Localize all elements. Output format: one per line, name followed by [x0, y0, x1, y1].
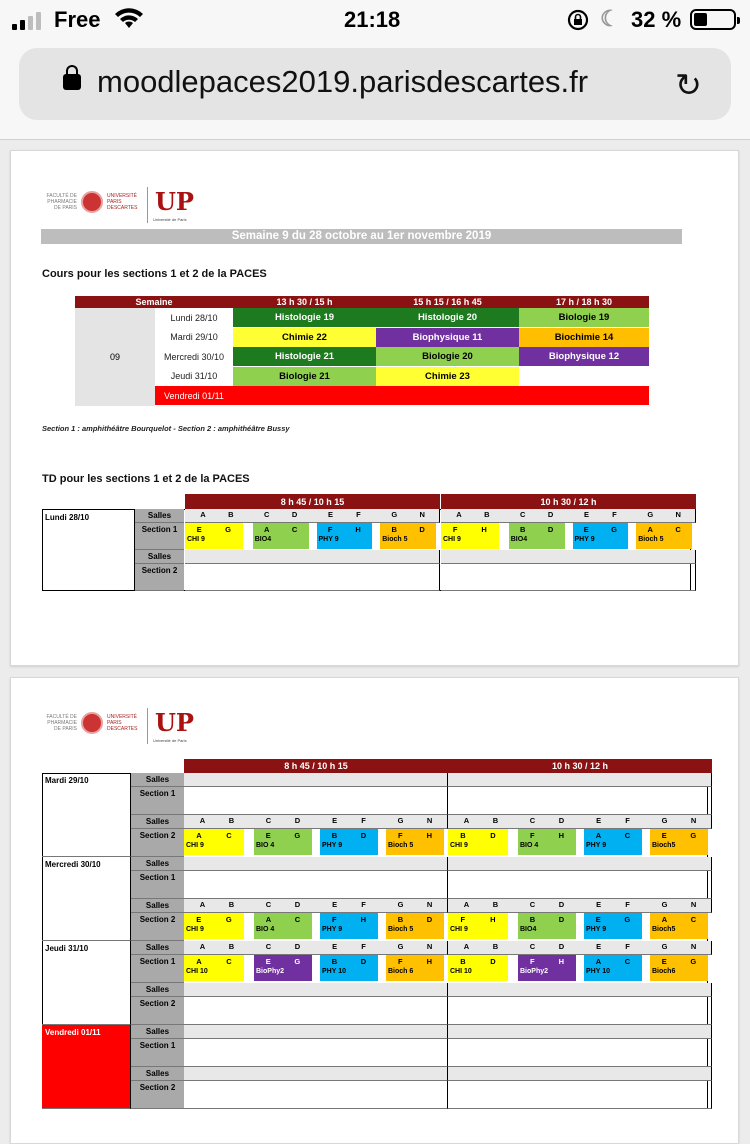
group-letter: F	[397, 831, 403, 840]
group-letter: G	[690, 957, 697, 966]
cours-day: Mercredi 30/10	[163, 351, 225, 362]
status-bar	[0, 0, 750, 40]
group-letter: E	[661, 957, 667, 966]
td-day: Vendredi 01/11	[45, 1028, 101, 1037]
group-subject: Bioch 6	[388, 968, 414, 975]
course-cell: Biochimie 14	[519, 328, 649, 347]
room-letters: G N	[661, 816, 697, 825]
group-letter: H	[426, 957, 432, 966]
course-cell	[376, 386, 519, 405]
group-subject: BioPhy2	[520, 968, 549, 975]
td-day-col	[42, 857, 131, 941]
group-block	[584, 955, 642, 981]
td-bg	[184, 983, 448, 997]
group-letter: G	[690, 831, 697, 840]
td-row-label: Salles	[131, 1025, 184, 1039]
room-letters: A B	[463, 816, 499, 825]
td-empty	[185, 564, 440, 591]
group-letter: E	[583, 525, 589, 534]
td-bg	[184, 857, 448, 871]
faculty-logo: FACULTÉ DE PHARMACIE DE PARIS UNIVERSITÉ PARIS DESCARTES UP Université de Paris	[46, 187, 194, 222]
group-letter: F	[327, 525, 333, 534]
group-block	[518, 955, 576, 981]
cours-day: Mardi 29/10	[170, 332, 218, 343]
up-logo-icon: UP	[155, 708, 194, 737]
td-row-label: Section 2	[131, 913, 184, 941]
td-day-col	[42, 773, 131, 857]
td-row-label: Salles	[131, 1067, 184, 1081]
group-letter: C	[624, 957, 631, 966]
course-cell: Biophysique 12	[519, 347, 649, 366]
group-block	[584, 913, 642, 939]
group-subject: Bioch 5	[388, 842, 414, 849]
room-letters: C D	[263, 510, 298, 519]
group-letter: D	[490, 957, 496, 966]
room-letters: A B	[456, 510, 490, 519]
group-block	[650, 913, 708, 939]
td-row-label: Section 1	[131, 955, 184, 983]
group-block	[441, 523, 499, 549]
td-bg	[448, 983, 712, 997]
group-subject: BIO4	[254, 536, 272, 543]
room-letters: C D	[265, 900, 301, 909]
group-letter: E	[265, 957, 271, 966]
room-letters: E F	[584, 510, 617, 519]
td-empty	[184, 871, 448, 899]
td-bg	[448, 1067, 712, 1081]
group-letter: F	[529, 957, 535, 966]
group-letter: D	[360, 957, 367, 966]
td-bg	[184, 1025, 448, 1039]
group-letter: C	[226, 957, 232, 966]
room-letters: G N	[661, 900, 697, 909]
group-block	[636, 523, 692, 549]
room-letters: C D	[529, 900, 565, 909]
group-letter: B	[391, 525, 397, 534]
td-empty	[448, 871, 712, 899]
td-empty	[448, 997, 712, 1025]
td-row-label: Salles	[131, 941, 184, 955]
room-letters: C D	[519, 510, 554, 519]
room-letters: A B	[463, 900, 499, 909]
td-bg	[185, 550, 440, 564]
group-letter: B	[460, 831, 466, 840]
week-banner: Semaine 9 du 28 octobre au 1er novembre 2019	[41, 229, 682, 244]
group-letter: C	[690, 915, 697, 924]
group-block	[184, 913, 244, 939]
group-block	[320, 829, 378, 855]
group-block	[185, 523, 243, 549]
td-bg	[441, 550, 696, 564]
td-row-label: Salles	[135, 509, 184, 523]
course-cell: Biologie 19	[519, 308, 649, 327]
room-letters: E F	[332, 900, 366, 909]
group-letter: G	[225, 525, 232, 534]
group-letter: H	[558, 957, 564, 966]
room-letters: G N	[661, 942, 697, 951]
group-block	[317, 523, 373, 549]
lock-icon	[63, 74, 81, 90]
group-subject: BIO 4	[520, 842, 539, 849]
room-letters: G N	[397, 900, 433, 909]
group-letter: C	[624, 831, 631, 840]
group-letter: B	[331, 957, 338, 966]
room-letters: E F	[328, 510, 361, 519]
do-not-disturb-icon: ☾	[600, 6, 620, 31]
group-letter: B	[331, 831, 338, 840]
group-block	[254, 913, 312, 939]
group-letter: B	[529, 915, 536, 924]
group-letter: F	[452, 525, 458, 534]
group-subject: CHI 9	[186, 926, 204, 933]
group-subject: CHI 9	[186, 842, 204, 849]
td-row-label: Section 2	[131, 997, 184, 1025]
group-subject: PHY 9	[574, 536, 595, 543]
cours-header: 15 h 15 / 16 h 45	[376, 296, 519, 308]
td-row-label: Section 2	[135, 564, 184, 591]
group-subject: PHY 9	[322, 926, 343, 933]
pdf-page-1	[10, 150, 739, 666]
group-letter: D	[558, 915, 565, 924]
course-cell: Chimie 22	[233, 328, 376, 347]
group-block	[573, 523, 629, 549]
td-row-label: Section 2	[131, 1081, 184, 1109]
course-cell: Biophysique 11	[376, 328, 519, 347]
group-letter: C	[291, 525, 298, 534]
wifi-icon	[114, 8, 144, 36]
carrier-name: Free	[54, 7, 101, 32]
group-subject: Bioch 5	[388, 926, 414, 933]
group-letter: A	[263, 525, 270, 534]
room-letters: G N	[397, 942, 433, 951]
group-block	[254, 829, 312, 855]
group-subject: CHI 9	[450, 926, 468, 933]
course-cell	[519, 386, 649, 405]
group-subject: BioPhy2	[256, 968, 285, 975]
group-block	[448, 913, 508, 939]
group-subject: PHY 9	[586, 842, 607, 849]
group-letter: G	[225, 915, 232, 924]
group-block	[386, 913, 444, 939]
group-letter: E	[595, 915, 601, 924]
room-letters: G N	[397, 816, 433, 825]
td-slot-header: 8 h 45 / 10 h 15	[185, 494, 440, 510]
group-block	[448, 829, 508, 855]
group-letter: F	[460, 915, 466, 924]
td-empty	[184, 787, 448, 815]
group-letter: E	[265, 831, 271, 840]
td-row-label: Section 1	[131, 787, 184, 815]
td-bg	[448, 773, 712, 787]
group-subject: CHI 9	[450, 842, 468, 849]
td-day: Mardi 29/10	[45, 776, 89, 785]
group-letter: A	[595, 831, 602, 840]
td-day-col	[42, 1025, 131, 1109]
course-cell: Chimie 23	[376, 367, 519, 386]
group-letter: H	[481, 525, 487, 534]
group-block	[184, 955, 244, 981]
room-letters: A B	[199, 942, 235, 951]
group-subject: PHY 10	[586, 968, 610, 975]
group-letter: G	[611, 525, 618, 534]
clock: 21:18	[344, 7, 401, 32]
address-bar[interactable]	[19, 48, 731, 120]
group-block	[386, 829, 444, 855]
room-letters: A B	[463, 942, 499, 951]
group-letter: H	[490, 915, 496, 924]
group-letter: H	[558, 831, 564, 840]
group-letter: G	[624, 915, 631, 924]
faculty-logo-2: FACULTÉ DE PHARMACIE DE PARIS UNIVERSITÉ PARIS DESCARTES UP Université de Paris	[46, 708, 194, 743]
cours-header: 13 h 30 / 15 h	[233, 296, 376, 308]
td-row-label: Salles	[131, 773, 184, 787]
reload-icon[interactable]: ↻	[675, 67, 702, 103]
td-slot-header: 10 h 30 / 12 h	[441, 494, 696, 510]
group-letter: D	[426, 915, 433, 924]
group-subject: CHI 10	[450, 968, 472, 975]
battery-percent: 32 %	[631, 7, 682, 32]
group-letter: B	[519, 525, 526, 534]
td-empty	[448, 1039, 712, 1067]
td-row-label: Salles	[131, 983, 184, 997]
course-cell: Biologie 20	[376, 347, 519, 366]
td-slot-header: 8 h 45 / 10 h 15	[184, 759, 448, 773]
td-bg	[184, 773, 448, 787]
room-letters: C D	[529, 942, 565, 951]
group-block	[509, 523, 565, 549]
group-letter: F	[397, 957, 403, 966]
room-letters: A B	[200, 510, 234, 519]
group-letter: H	[355, 525, 361, 534]
group-letter: A	[196, 957, 202, 966]
room-letters: C D	[265, 942, 301, 951]
td-title: TD pour les sections 1 et 2 de la PACES	[42, 473, 250, 485]
group-letter: A	[196, 831, 202, 840]
up-logo-icon: UP	[155, 187, 194, 216]
course-cell: Histologie 21	[233, 347, 376, 366]
course-cell: Histologie 20	[376, 308, 519, 327]
room-letters: E F	[596, 900, 630, 909]
group-block	[518, 913, 576, 939]
group-block	[650, 829, 708, 855]
td-row-label: Salles	[131, 857, 184, 871]
group-letter: F	[529, 831, 535, 840]
group-subject: PHY 9	[318, 536, 339, 543]
cours-day: Lundi 28/10	[170, 312, 218, 323]
td-empty	[184, 1081, 448, 1109]
group-letter: H	[426, 831, 432, 840]
td-day: Mercredi 30/10	[45, 860, 101, 869]
td-bg	[448, 1025, 712, 1039]
group-block	[584, 829, 642, 855]
group-subject: CHI 10	[186, 968, 208, 975]
group-letter: C	[226, 831, 232, 840]
group-subject: PHY 10	[322, 968, 346, 975]
group-subject: BIO4	[510, 536, 528, 543]
group-letter: H	[360, 915, 366, 924]
group-block	[254, 955, 312, 981]
room-letters: A B	[199, 816, 235, 825]
week-number: 09	[75, 308, 155, 406]
group-subject: Bioch 5	[638, 536, 664, 543]
group-subject: BIO 4	[256, 926, 275, 933]
group-block	[650, 955, 708, 981]
room-letters: E F	[596, 942, 630, 951]
group-letter: A	[595, 957, 602, 966]
td-day: Lundi 28/10	[45, 513, 90, 522]
room-letters: C D	[265, 816, 301, 825]
group-block	[448, 955, 508, 981]
group-subject: Bioch 5	[382, 536, 408, 543]
td-row-label: Section 2	[131, 829, 184, 857]
course-cell: Biologie 21	[233, 367, 376, 386]
room-letters: G N	[391, 510, 425, 519]
room-letters: E F	[332, 942, 366, 951]
td-day-col	[42, 509, 135, 591]
pdf-page-2	[10, 677, 739, 1144]
td-row-label: Salles	[131, 815, 184, 829]
group-letter: D	[547, 525, 554, 534]
group-subject: PHY 9	[322, 842, 343, 849]
group-letter: B	[397, 915, 404, 924]
td-bg	[448, 857, 712, 871]
cours-title: Cours pour les sections 1 et 2 de la PACES	[42, 268, 267, 280]
seal-icon	[81, 712, 103, 734]
group-block	[184, 829, 244, 855]
group-block	[253, 523, 309, 549]
group-letter: D	[490, 831, 496, 840]
group-block	[320, 913, 378, 939]
room-letters: G N	[647, 510, 681, 519]
td-row-label: Section 1	[131, 1039, 184, 1067]
group-letter: E	[196, 915, 202, 924]
group-block	[386, 955, 444, 981]
group-subject: CHI 9	[187, 536, 205, 543]
room-letters: E F	[332, 816, 366, 825]
room-letters: A B	[199, 900, 235, 909]
url-text[interactable]: moodlepaces2019.parisdescartes.fr	[97, 64, 589, 99]
group-letter: D	[419, 525, 425, 534]
group-letter: G	[294, 831, 301, 840]
room-letters: E F	[596, 816, 630, 825]
group-letter: E	[196, 525, 202, 534]
group-subject: CHI 9	[443, 536, 461, 543]
cours-day: Vendredi 01/11	[155, 386, 233, 405]
cours-header: 17 h / 18 h 30	[519, 296, 649, 308]
amphi-note: Section 1 : amphithéâtre Bourquelot - Section 2 : amphithéâtre Bussy	[42, 424, 290, 433]
group-block	[320, 955, 378, 981]
td-row-label: Section 1	[135, 523, 184, 550]
td-empty	[184, 997, 448, 1025]
td-empty	[448, 1081, 712, 1109]
group-letter: A	[661, 915, 668, 924]
td-bg	[184, 1067, 448, 1081]
group-subject: Bioch5	[652, 842, 676, 849]
td-day: Jeudi 31/10	[45, 944, 89, 953]
group-subject: BIO4	[520, 926, 537, 933]
course-cell: Histologie 19	[233, 308, 376, 327]
signal-icon	[12, 12, 41, 30]
td-empty	[184, 1039, 448, 1067]
group-block	[380, 523, 436, 549]
course-cell	[519, 367, 649, 386]
group-letter: F	[331, 915, 337, 924]
td-row-label: Salles	[131, 899, 184, 913]
td-row-label: Salles	[135, 550, 184, 564]
td-row-label: Section 1	[131, 871, 184, 899]
group-letter: C	[675, 525, 681, 534]
group-letter: B	[460, 957, 466, 966]
group-letter: E	[661, 831, 667, 840]
group-letter: G	[294, 957, 301, 966]
rotation-lock-icon	[566, 8, 590, 38]
td-slot-header: 10 h 30 / 12 h	[448, 759, 712, 773]
course-cell	[233, 386, 376, 405]
td-day-col	[42, 941, 131, 1025]
group-subject: Bioch5	[652, 926, 676, 933]
group-letter: C	[294, 915, 301, 924]
battery-icon	[690, 9, 736, 30]
group-subject: PHY 9	[586, 926, 607, 933]
td-empty	[441, 564, 696, 591]
room-letters: C D	[529, 816, 565, 825]
group-letter: A	[265, 915, 272, 924]
seal-icon	[81, 191, 103, 213]
cours-day: Jeudi 31/10	[170, 371, 218, 382]
browser-toolbar	[0, 40, 750, 140]
cours-header: Semaine	[75, 296, 233, 308]
td-empty	[448, 787, 712, 815]
group-subject: Bioch6	[652, 968, 676, 975]
group-letter: A	[647, 525, 653, 534]
group-subject: BIO 4	[256, 842, 275, 849]
group-letter: D	[360, 831, 367, 840]
group-block	[518, 829, 576, 855]
